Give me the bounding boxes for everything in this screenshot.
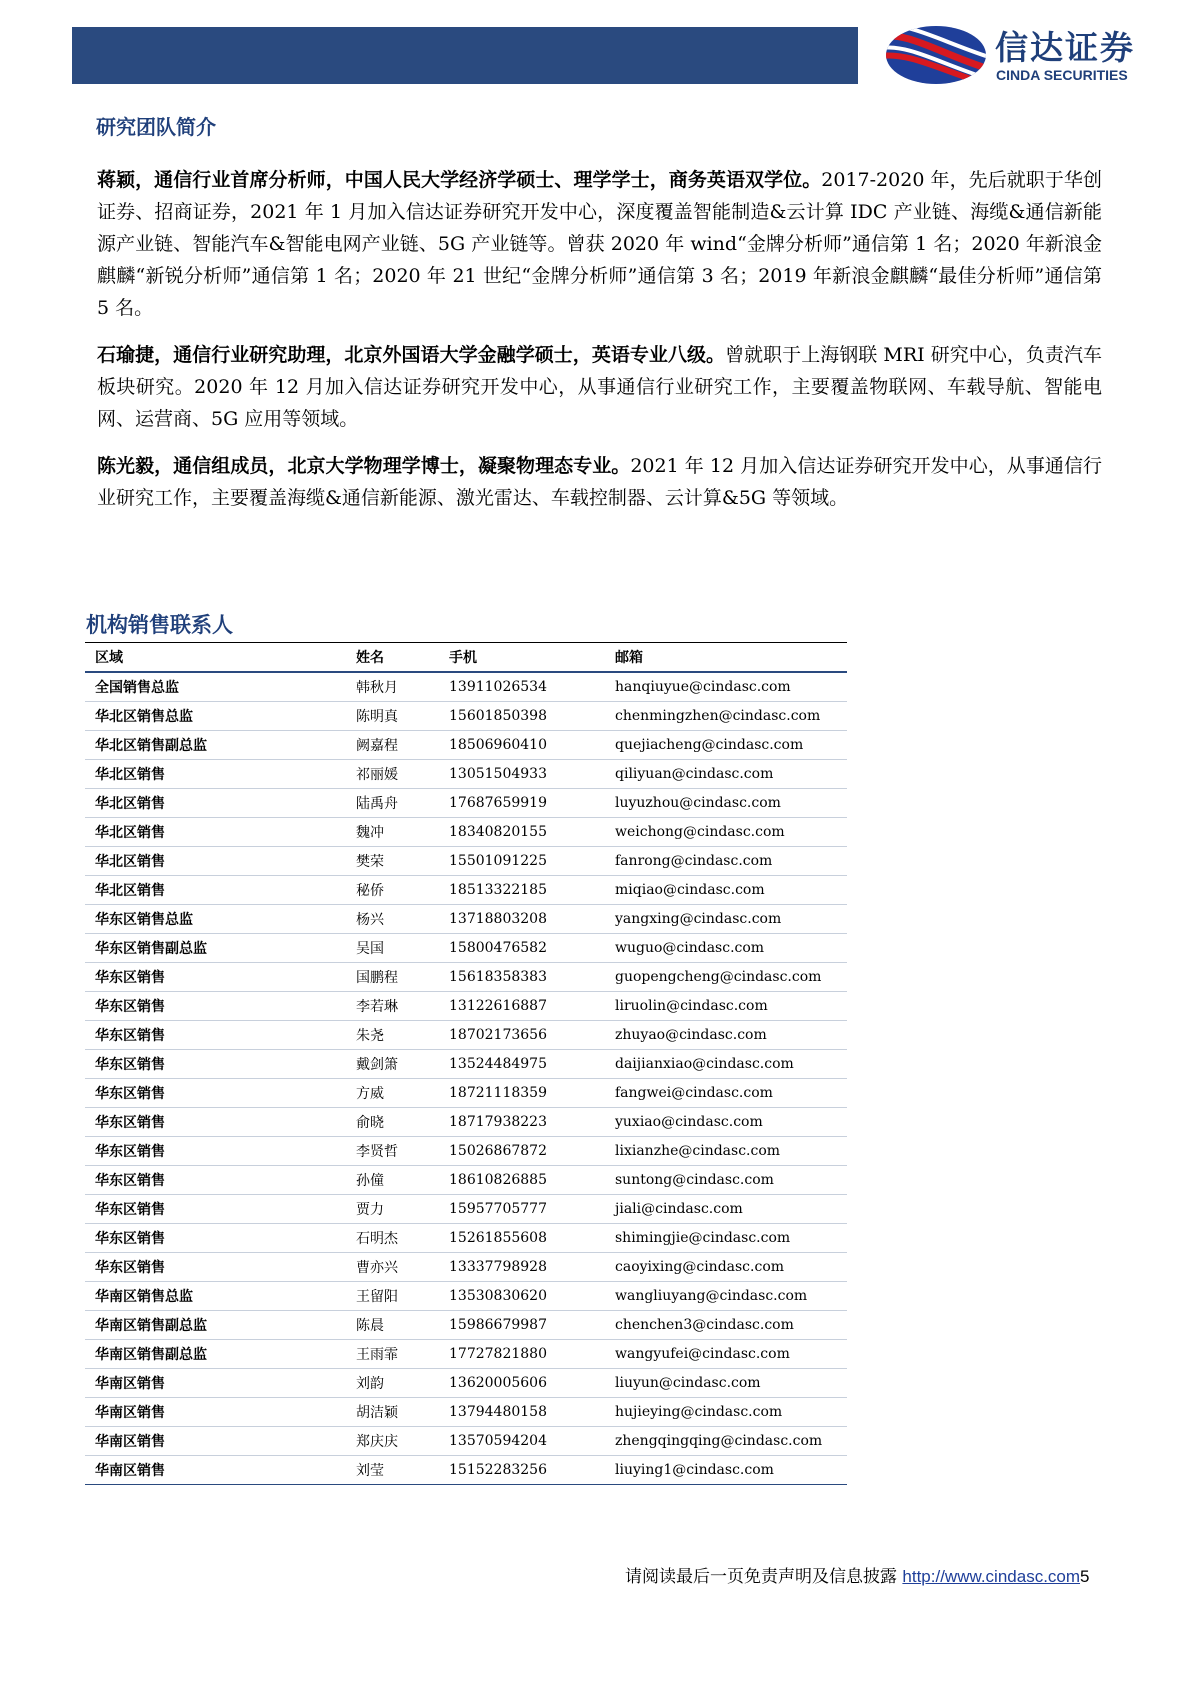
- team-section-title: 研究团队简介: [96, 115, 216, 139]
- email-cell: yuxiao@cindasc.com: [605, 1108, 847, 1137]
- name-cell: 孙僮: [346, 1166, 439, 1195]
- name-cell: 韩秋月: [346, 672, 439, 702]
- email-cell: fanrong@cindasc.com: [605, 847, 847, 876]
- name-cell: 刘韵: [346, 1369, 439, 1398]
- phone-cell: 13530830620: [439, 1282, 605, 1311]
- table-body: [85, 672, 847, 1485]
- email-cell: chenmingzhen@cindasc.com: [605, 702, 847, 731]
- team-bios: [97, 164, 1102, 529]
- phone-cell: 13122616887: [439, 992, 605, 1021]
- name-cell: 贾力: [346, 1195, 439, 1224]
- region-cell: 华东区销售: [85, 1224, 346, 1253]
- name-cell: 陈明真: [346, 702, 439, 731]
- email-cell: liuying1@cindasc.com: [605, 1456, 847, 1485]
- bio-shi-yujie: [97, 339, 1102, 435]
- logo-english-name: CINDA SECURITIES: [996, 67, 1128, 83]
- bio-lead: 石瑜捷，通信行业研究助理，北京外国语大学金融学硕士，英语专业八级。: [97, 344, 726, 366]
- name-cell: 吴国: [346, 934, 439, 963]
- bio-text: 2021 年 12 月加入信达证券研究开发中心，从事通信行业研究工作，主要覆盖海缆&通信新能源、激光雷达、车载控制器、云计算&5G 等领域。: [97, 455, 1102, 509]
- column-header-region: 区域: [85, 643, 346, 673]
- name-cell: 王雨霏: [346, 1340, 439, 1369]
- phone-cell: 15152283256: [439, 1456, 605, 1485]
- email-cell: wuguo@cindasc.com: [605, 934, 847, 963]
- table-row: [85, 934, 847, 963]
- name-cell: 胡洁颖: [346, 1398, 439, 1427]
- name-cell: 王留阳: [346, 1282, 439, 1311]
- table-row: [85, 1340, 847, 1369]
- footer-website-link[interactable]: http://www.cindasc.com: [902, 1567, 1081, 1586]
- table-row: [85, 1166, 847, 1195]
- name-cell: 杨兴: [346, 905, 439, 934]
- email-cell: caoyixing@cindasc.com: [605, 1253, 847, 1282]
- table-row: [85, 1224, 847, 1253]
- email-cell: zhuyao@cindasc.com: [605, 1021, 847, 1050]
- region-cell: 华东区销售: [85, 963, 346, 992]
- phone-cell: 13051504933: [439, 760, 605, 789]
- phone-cell: 13337798928: [439, 1253, 605, 1282]
- email-cell: chenchen3@cindasc.com: [605, 1311, 847, 1340]
- column-header-phone: 手机: [439, 643, 605, 673]
- sales-contacts-table: [85, 642, 847, 1485]
- name-cell: 李若琳: [346, 992, 439, 1021]
- table-row: [85, 1137, 847, 1166]
- table-row: [85, 876, 847, 905]
- region-cell: 华东区销售: [85, 1166, 346, 1195]
- phone-cell: 18721118359: [439, 1079, 605, 1108]
- name-cell: 石明杰: [346, 1224, 439, 1253]
- name-cell: 陆禹舟: [346, 789, 439, 818]
- region-cell: 华南区销售: [85, 1427, 346, 1456]
- region-cell: 华南区销售: [85, 1398, 346, 1427]
- region-cell: 华东区销售总监: [85, 905, 346, 934]
- region-cell: 华南区销售: [85, 1369, 346, 1398]
- name-cell: 俞晓: [346, 1108, 439, 1137]
- email-cell: yangxing@cindasc.com: [605, 905, 847, 934]
- name-cell: 刘莹: [346, 1456, 439, 1485]
- phone-cell: 15026867872: [439, 1137, 605, 1166]
- footer-disclaimer: 请阅读最后一页免责声明及信息披露: [625, 1567, 903, 1587]
- phone-cell: 18340820155: [439, 818, 605, 847]
- table-row: [85, 789, 847, 818]
- phone-cell: 15618358383: [439, 963, 605, 992]
- page-number: 5: [1080, 1567, 1090, 1586]
- table-row: [85, 818, 847, 847]
- phone-cell: 17727821880: [439, 1340, 605, 1369]
- footer: [625, 1566, 1090, 1588]
- phone-cell: 15261855608: [439, 1224, 605, 1253]
- table-row: [85, 702, 847, 731]
- phone-cell: 18717938223: [439, 1108, 605, 1137]
- phone-cell: 13718803208: [439, 905, 605, 934]
- email-cell: suntong@cindasc.com: [605, 1166, 847, 1195]
- phone-cell: 15957705777: [439, 1195, 605, 1224]
- email-cell: liuyun@cindasc.com: [605, 1369, 847, 1398]
- bio-jiang-ying: [97, 164, 1102, 324]
- bio-lead: 陈光毅，通信组成员，北京大学物理学博士，凝聚物理态专业。: [97, 455, 631, 477]
- name-cell: 李贤哲: [346, 1137, 439, 1166]
- region-cell: 华东区销售: [85, 992, 346, 1021]
- phone-cell: 13911026534: [439, 672, 605, 702]
- name-cell: 樊荣: [346, 847, 439, 876]
- name-cell: 陈晨: [346, 1311, 439, 1340]
- region-cell: 华东区销售: [85, 1137, 346, 1166]
- table-row: [85, 1398, 847, 1427]
- bio-chen-guangyi: [97, 450, 1102, 514]
- table-row: [85, 1282, 847, 1311]
- sales-section-title: 机构销售联系人: [86, 613, 233, 637]
- region-cell: 华东区销售: [85, 1195, 346, 1224]
- region-cell: 华南区销售副总监: [85, 1340, 346, 1369]
- phone-cell: 13620005606: [439, 1369, 605, 1398]
- region-cell: 华北区销售: [85, 760, 346, 789]
- table-row: [85, 1050, 847, 1079]
- name-cell: 曹亦兴: [346, 1253, 439, 1282]
- region-cell: 华东区销售: [85, 1050, 346, 1079]
- phone-cell: 15800476582: [439, 934, 605, 963]
- email-cell: luyuzhou@cindasc.com: [605, 789, 847, 818]
- email-cell: miqiao@cindasc.com: [605, 876, 847, 905]
- email-cell: lixianzhe@cindasc.com: [605, 1137, 847, 1166]
- table-row: [85, 1253, 847, 1282]
- table-row: [85, 963, 847, 992]
- name-cell: 阙嘉程: [346, 731, 439, 760]
- column-header-name: 姓名: [346, 643, 439, 673]
- table-row: [85, 1079, 847, 1108]
- phone-cell: 13794480158: [439, 1398, 605, 1427]
- table-row: [85, 905, 847, 934]
- name-cell: 国鹏程: [346, 963, 439, 992]
- email-cell: liruolin@cindasc.com: [605, 992, 847, 1021]
- email-cell: hujieying@cindasc.com: [605, 1398, 847, 1427]
- phone-cell: 17687659919: [439, 789, 605, 818]
- name-cell: 魏冲: [346, 818, 439, 847]
- table-row: [85, 847, 847, 876]
- table-row: [85, 1456, 847, 1485]
- email-cell: hanqiuyue@cindasc.com: [605, 672, 847, 702]
- phone-cell: 15501091225: [439, 847, 605, 876]
- region-cell: 华北区销售: [85, 789, 346, 818]
- name-cell: 祁丽媛: [346, 760, 439, 789]
- phone-cell: 13524484975: [439, 1050, 605, 1079]
- region-cell: 全国销售总监: [85, 672, 346, 702]
- region-cell: 华北区销售总监: [85, 702, 346, 731]
- table-row: [85, 1108, 847, 1137]
- table-row: [85, 731, 847, 760]
- logo-chinese-name: 信达证券: [995, 28, 1135, 67]
- email-cell: quejiacheng@cindasc.com: [605, 731, 847, 760]
- header-bar: [72, 27, 858, 84]
- region-cell: 华北区销售: [85, 847, 346, 876]
- phone-cell: 18506960410: [439, 731, 605, 760]
- email-cell: wangliuyang@cindasc.com: [605, 1282, 847, 1311]
- bio-text: 2017-2020 年，先后就职于华创证券、招商证券，2021 年 1 月加入信达证券研究开发中心，深度覆盖智能制造&云计算 IDC 产业链、海缆&通信新能源产业链、智能汽车&智能电网产业链、5G 产业链等。曾获 2020 年 wind“金牌分析师”通信第 1 名；2020 年新浪金麒麟“新锐分析师”通信第 1 名；2020 年 21 世纪“金牌分析师”通信第 3 名；2019 年新浪金麒麟“最佳分析师”通信第 5 名。: [97, 169, 1102, 319]
- bio-lead: 蒋颖，通信行业首席分析师，中国人民大学经济学硕士、理学学士，商务英语双学位。: [97, 169, 822, 191]
- email-cell: zhengqingqing@cindasc.com: [605, 1427, 847, 1456]
- phone-cell: 15601850398: [439, 702, 605, 731]
- region-cell: 华北区销售: [85, 818, 346, 847]
- email-cell: shimingjie@cindasc.com: [605, 1224, 847, 1253]
- name-cell: 郑庆庆: [346, 1427, 439, 1456]
- table-header-row: [85, 643, 847, 673]
- phone-cell: 18610826885: [439, 1166, 605, 1195]
- region-cell: 华南区销售: [85, 1456, 346, 1485]
- table-row: [85, 672, 847, 702]
- email-cell: weichong@cindasc.com: [605, 818, 847, 847]
- region-cell: 华东区销售副总监: [85, 934, 346, 963]
- table-row: [85, 1021, 847, 1050]
- phone-cell: 18513322185: [439, 876, 605, 905]
- region-cell: 华东区销售: [85, 1021, 346, 1050]
- table-row: [85, 1311, 847, 1340]
- email-cell: fangwei@cindasc.com: [605, 1079, 847, 1108]
- table-row: [85, 992, 847, 1021]
- cinda-logo-icon: [880, 24, 990, 86]
- region-cell: 华东区销售: [85, 1253, 346, 1282]
- table-row: [85, 1427, 847, 1456]
- name-cell: 朱尧: [346, 1021, 439, 1050]
- email-cell: jiali@cindasc.com: [605, 1195, 847, 1224]
- phone-cell: 15986679987: [439, 1311, 605, 1340]
- table-row: [85, 760, 847, 789]
- region-cell: 华东区销售: [85, 1108, 346, 1137]
- email-cell: guopengcheng@cindasc.com: [605, 963, 847, 992]
- email-cell: daijianxiao@cindasc.com: [605, 1050, 847, 1079]
- region-cell: 华北区销售: [85, 876, 346, 905]
- cinda-logo: [880, 24, 1170, 86]
- phone-cell: 18702173656: [439, 1021, 605, 1050]
- bio-text: 曾就职于上海钢联 MRI 研究中心，负责汽车板块研究。2020 年 12 月加入信达证券研究开发中心，从事通信行业研究工作，主要覆盖物联网、车载导航、智能电网、运营商、5G 应用等领域。: [97, 344, 1102, 430]
- phone-cell: 13570594204: [439, 1427, 605, 1456]
- region-cell: 华南区销售总监: [85, 1282, 346, 1311]
- table-row: [85, 1369, 847, 1398]
- column-header-email: 邮箱: [605, 643, 847, 673]
- name-cell: 方威: [346, 1079, 439, 1108]
- name-cell: 戴剑箫: [346, 1050, 439, 1079]
- region-cell: 华北区销售副总监: [85, 731, 346, 760]
- region-cell: 华南区销售副总监: [85, 1311, 346, 1340]
- table-row: [85, 1195, 847, 1224]
- region-cell: 华东区销售: [85, 1079, 346, 1108]
- email-cell: wangyufei@cindasc.com: [605, 1340, 847, 1369]
- email-cell: qiliyuan@cindasc.com: [605, 760, 847, 789]
- name-cell: 秘侨: [346, 876, 439, 905]
